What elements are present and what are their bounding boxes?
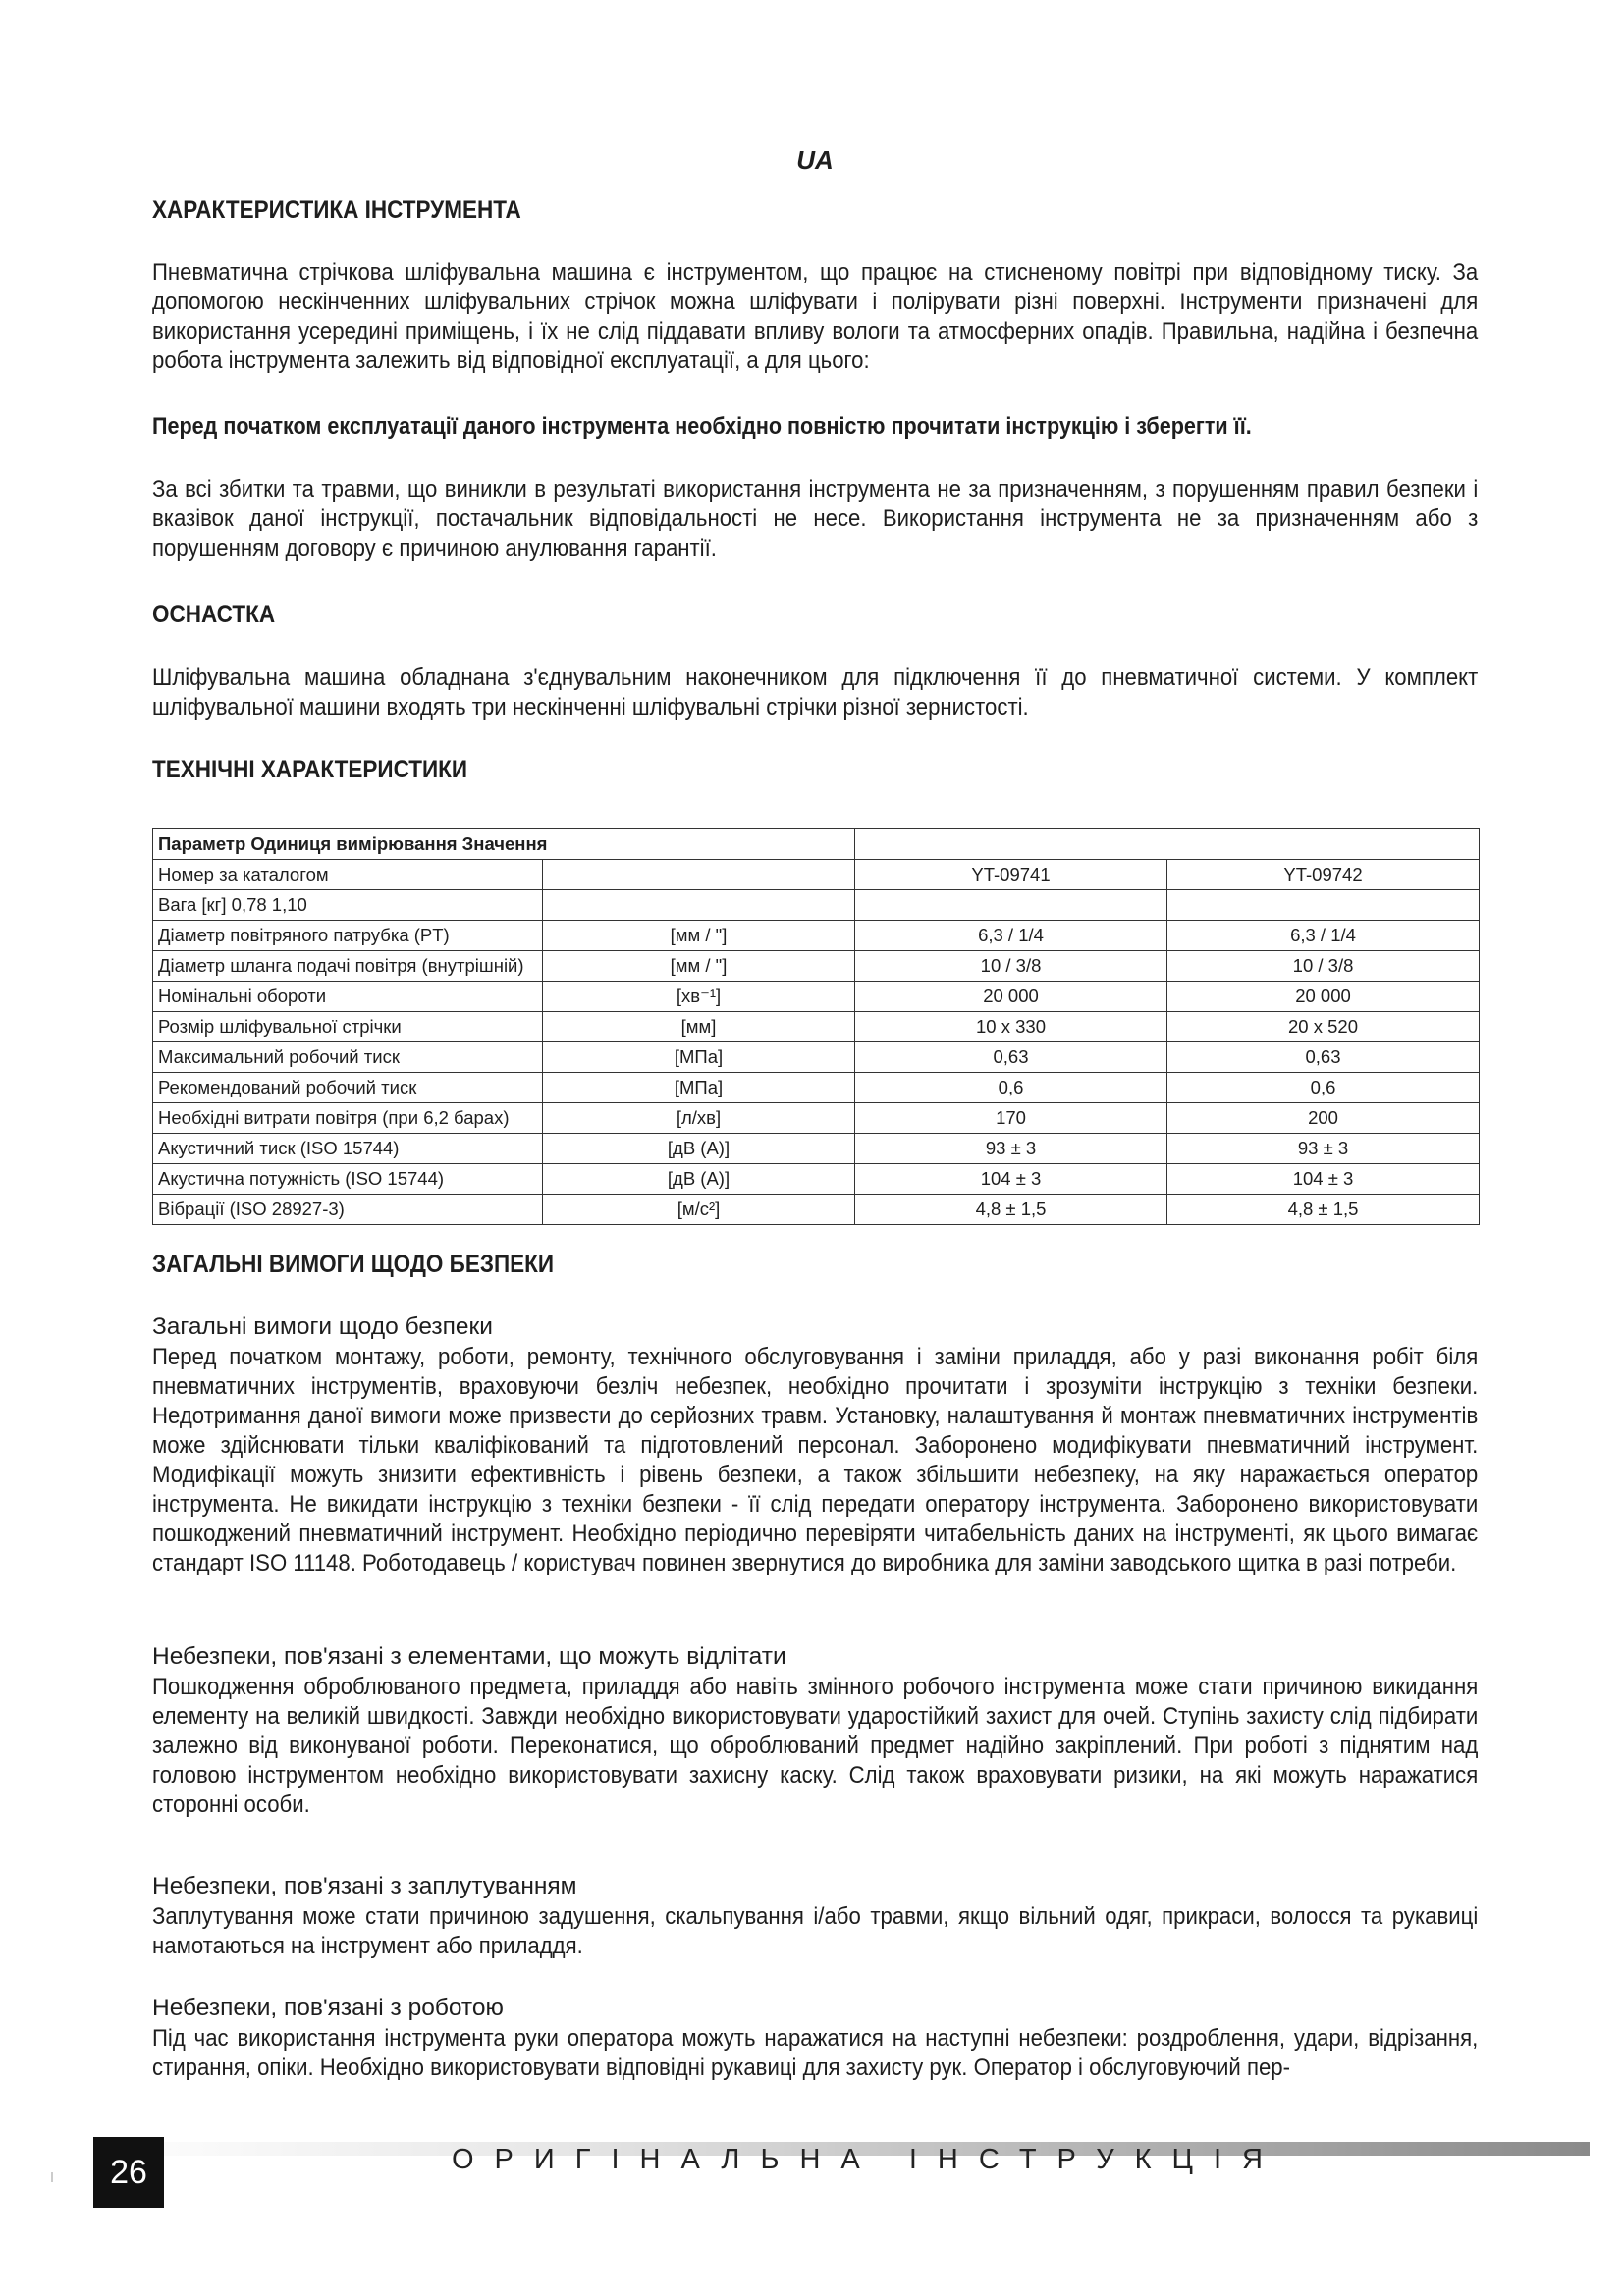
margin-mark — [51, 2172, 53, 2182]
spec-value-09742-cell: 4,8 ± 1,5 — [1167, 1195, 1480, 1225]
spec-value-09741-cell: 4,8 ± 1,5 — [855, 1195, 1167, 1225]
spec-param-cell: Вібрації (ISO 28927-3) — [153, 1195, 543, 1225]
section-title-characteristics: ХАРАКТЕРИСТИКА ІНСТРУМЕНТА — [152, 196, 521, 224]
spec-param-cell: Максимальний робочий тиск — [153, 1042, 543, 1073]
spec-value-09741-cell: 10 x 330 — [855, 1012, 1167, 1042]
spec-unit-cell: [МПа] — [543, 1042, 855, 1073]
spec-value-09742-cell: 0,6 — [1167, 1073, 1480, 1103]
spec-value-09741-cell: 0,63 — [855, 1042, 1167, 1073]
specs-table-row — [153, 951, 1480, 982]
spec-value-09741-cell: 20 000 — [855, 982, 1167, 1012]
spec-value-09742-cell: 6,3 / 1/4 — [1167, 921, 1480, 951]
specs-table-row — [153, 1012, 1480, 1042]
spec-value-09742-cell: 93 ± 3 — [1167, 1134, 1480, 1164]
spec-unit-cell: [м/с²] — [543, 1195, 855, 1225]
footer-title: ОРИГІНАЛЬНА ІНСТРУКЦІЯ — [452, 2144, 1284, 2175]
spec-param-cell: Номер за каталогом — [153, 860, 543, 890]
specs-table-header-row — [153, 829, 1480, 860]
spec-unit-cell: [мм / "] — [543, 921, 855, 951]
spec-param-cell: Рекомендований робочий тиск — [153, 1073, 543, 1103]
spec-value-09742-cell: YT-09742 — [1167, 860, 1480, 890]
specs-table-row — [153, 982, 1480, 1012]
safety-subtitle-general: Загальні вимоги щодо безпеки — [152, 1313, 493, 1340]
section-title-equipment: ОСНАСТКА — [152, 601, 276, 628]
spec-param-cell: Акустична потужність (ISO 15744) — [153, 1164, 543, 1195]
spec-value-09741-cell: 6,3 / 1/4 — [855, 921, 1167, 951]
spec-param-cell: Діаметр повітряного патрубка (PT) — [153, 921, 543, 951]
spec-unit-cell: [хв⁻¹] — [543, 982, 855, 1012]
specs-table-row — [153, 1042, 1480, 1073]
spec-value-09741-cell: 170 — [855, 1103, 1167, 1134]
specs-table-header: Параметр Одиниця вимірювання Значення — [153, 829, 855, 860]
specs-table-header-empty — [855, 829, 1480, 860]
spec-value-09742-cell: 20 x 520 — [1167, 1012, 1480, 1042]
section-title-safety: ЗАГАЛЬНІ ВИМОГИ ЩОДО БЕЗПЕКИ — [152, 1251, 555, 1278]
specs-table — [152, 828, 1480, 1225]
spec-value-09742-cell: 10 / 3/8 — [1167, 951, 1480, 982]
specs-table-row — [153, 1103, 1480, 1134]
equipment-paragraph: Шліфувальна машина обладнана з'єднувальним наконечником для підключення її до пневматичної системи. У комплект шліфувальної машини входять три нескінченні шліфувальні стрічки різної зернистості. — [152, 665, 1479, 721]
safety-subtitle-projectiles: Небезпеки, пов'язані з елементами, що можуть відлітати — [152, 1643, 786, 1670]
safety-text-operation: Під час використання інструмента руки оператора можуть наражатися на наступні небезпеки: роздроблення, удари, відрізання, стирання, опіки. Необхідно використовувати відповідні рукавиці для захисту рук. Оператор і обслуговуючий пер- — [152, 2025, 1479, 2081]
section-title-specs: ТЕХНІЧНІ ХАРАКТЕРИСТИКИ — [152, 756, 468, 783]
spec-unit-cell: [дВ (А)] — [543, 1134, 855, 1164]
language-tag: UA — [796, 145, 834, 175]
spec-param-cell: Необхідні витрати повітря (при 6,2 барах) — [153, 1103, 543, 1134]
characteristics-paragraph-3: За всі збитки та травми, що виникли в результаті використання інструмента не за призначенням, з порушенням правил безпеки і вказівок даної інструкції, постачальник відповідальності не несе. Використання інструмента не за призначенням або з порушенням договору є причиною анулювання гарантії. — [152, 476, 1479, 561]
specs-table-row — [153, 890, 1480, 921]
specs-table-row — [153, 921, 1480, 951]
spec-value-09741-cell — [855, 890, 1167, 921]
spec-value-09742-cell — [1167, 890, 1480, 921]
spec-unit-cell — [543, 890, 855, 921]
spec-value-09742-cell: 104 ± 3 — [1167, 1164, 1480, 1195]
safety-subtitle-entanglement: Небезпеки, пов'язані з заплутуванням — [152, 1873, 577, 1899]
spec-param-cell: Діаметр шланга подачі повітря (внутрішній) — [153, 951, 543, 982]
page-number: 26 — [93, 2137, 164, 2208]
safety-text-general: Перед початком монтажу, роботи, ремонту, технічного обслуговування і заміни приладдя, або у разі виконання робіт біля пневматичних інструментів, враховуючи безліч небезпек, необхідно прочитати і зрозуміти інструкцію з техніки безпеки. Недотримання даної вимоги може призвести до серйозних травм. Установку, налаштування й монтаж пневматичних інструментів може здійснювати тільки кваліфікований та підготовлений персонал. Заборонено модифікувати пневматичний інструмент. Модифікації можуть знизити ефективність і рівень безпеки, а також збільшити небезпеку, на яку наражається оператор інструмента. Не викидати інструкцію з техніки безпеки - її слід передати оператору інструмента. Заборонено використовувати пошкоджений пневматичний інструмент. Необхідно періодично перевіряти читабельність даних на інструменті, як цього вимагає стандарт ISO 11148. Роботодавець / користувач повинен звернутися до виробника для заміни заводського щитка в разі потреби. — [152, 1344, 1479, 1576]
specs-table-row — [153, 1073, 1480, 1103]
spec-unit-cell: [мм / "] — [543, 951, 855, 982]
spec-param-cell: Розмір шліфувальної стрічки — [153, 1012, 543, 1042]
spec-value-09742-cell: 200 — [1167, 1103, 1480, 1134]
specs-table-row — [153, 860, 1480, 890]
spec-value-09741-cell: 0,6 — [855, 1073, 1167, 1103]
characteristics-warning: Перед початком експлуатації даного інструмента необхідно повністю прочитати інструкцію і зберегти її. — [152, 413, 1252, 440]
spec-value-09742-cell: 0,63 — [1167, 1042, 1480, 1073]
characteristics-paragraph-1: Пневматична стрічкова шліфувальна машина є інструментом, що працює на стисненому повітрі при відповідному тиску. За допомогою нескінченних шліфувальних стрічок можна шліфувати і полірувати різні поверхні. Інструменти призначені для використання усередині приміщень, і їх не слід піддавати впливу вологи та атмосферних опадів. Правильна, надійна і безпечна робота інструмента залежить від відповідної експлуатації, а для цього: — [152, 259, 1479, 374]
safety-text-projectiles: Пошкодження оброблюваного предмета, приладдя або навіть змінного робочого інструмента може стати причиною викидання елементу на великій швидкості. Завжди необхідно використовувати ударостійкий захист для очей. Ступінь захисту слід підбирати залежно від виконуваної роботи. Переконатися, що оброблюваний предмет надійно закріплений. При роботі з піднятим над головою інструментом необхідно використовувати захисну каску. Слід також враховувати ризики, на які можуть наражатися сторонні особи. — [152, 1674, 1479, 1818]
spec-value-09741-cell: 93 ± 3 — [855, 1134, 1167, 1164]
spec-value-09741-cell: YT-09741 — [855, 860, 1167, 890]
safety-subtitle-operation: Небезпеки, пов'язані з роботою — [152, 1995, 504, 2021]
spec-value-09742-cell: 20 000 — [1167, 982, 1480, 1012]
spec-param-cell: Акустичний тиск (ISO 15744) — [153, 1134, 543, 1164]
spec-value-09741-cell: 104 ± 3 — [855, 1164, 1167, 1195]
spec-unit-cell: [л/хв] — [543, 1103, 855, 1134]
spec-param-cell: Вага [кг] 0,78 1,10 — [153, 890, 543, 921]
safety-text-entanglement: Заплутування може стати причиною задушення, скальпування і/або травми, якщо вільний одяг, прикраси, волосся та рукавиці намотаються на інструмент або приладдя. — [152, 1903, 1479, 1959]
spec-unit-cell: [мм] — [543, 1012, 855, 1042]
spec-unit-cell: [дВ (А)] — [543, 1164, 855, 1195]
spec-unit-cell — [543, 860, 855, 890]
specs-table-row — [153, 1134, 1480, 1164]
spec-unit-cell: [МПа] — [543, 1073, 855, 1103]
spec-value-09741-cell: 10 / 3/8 — [855, 951, 1167, 982]
specs-table-row — [153, 1195, 1480, 1225]
spec-param-cell: Номінальні обороти — [153, 982, 543, 1012]
specs-table-row — [153, 1164, 1480, 1195]
